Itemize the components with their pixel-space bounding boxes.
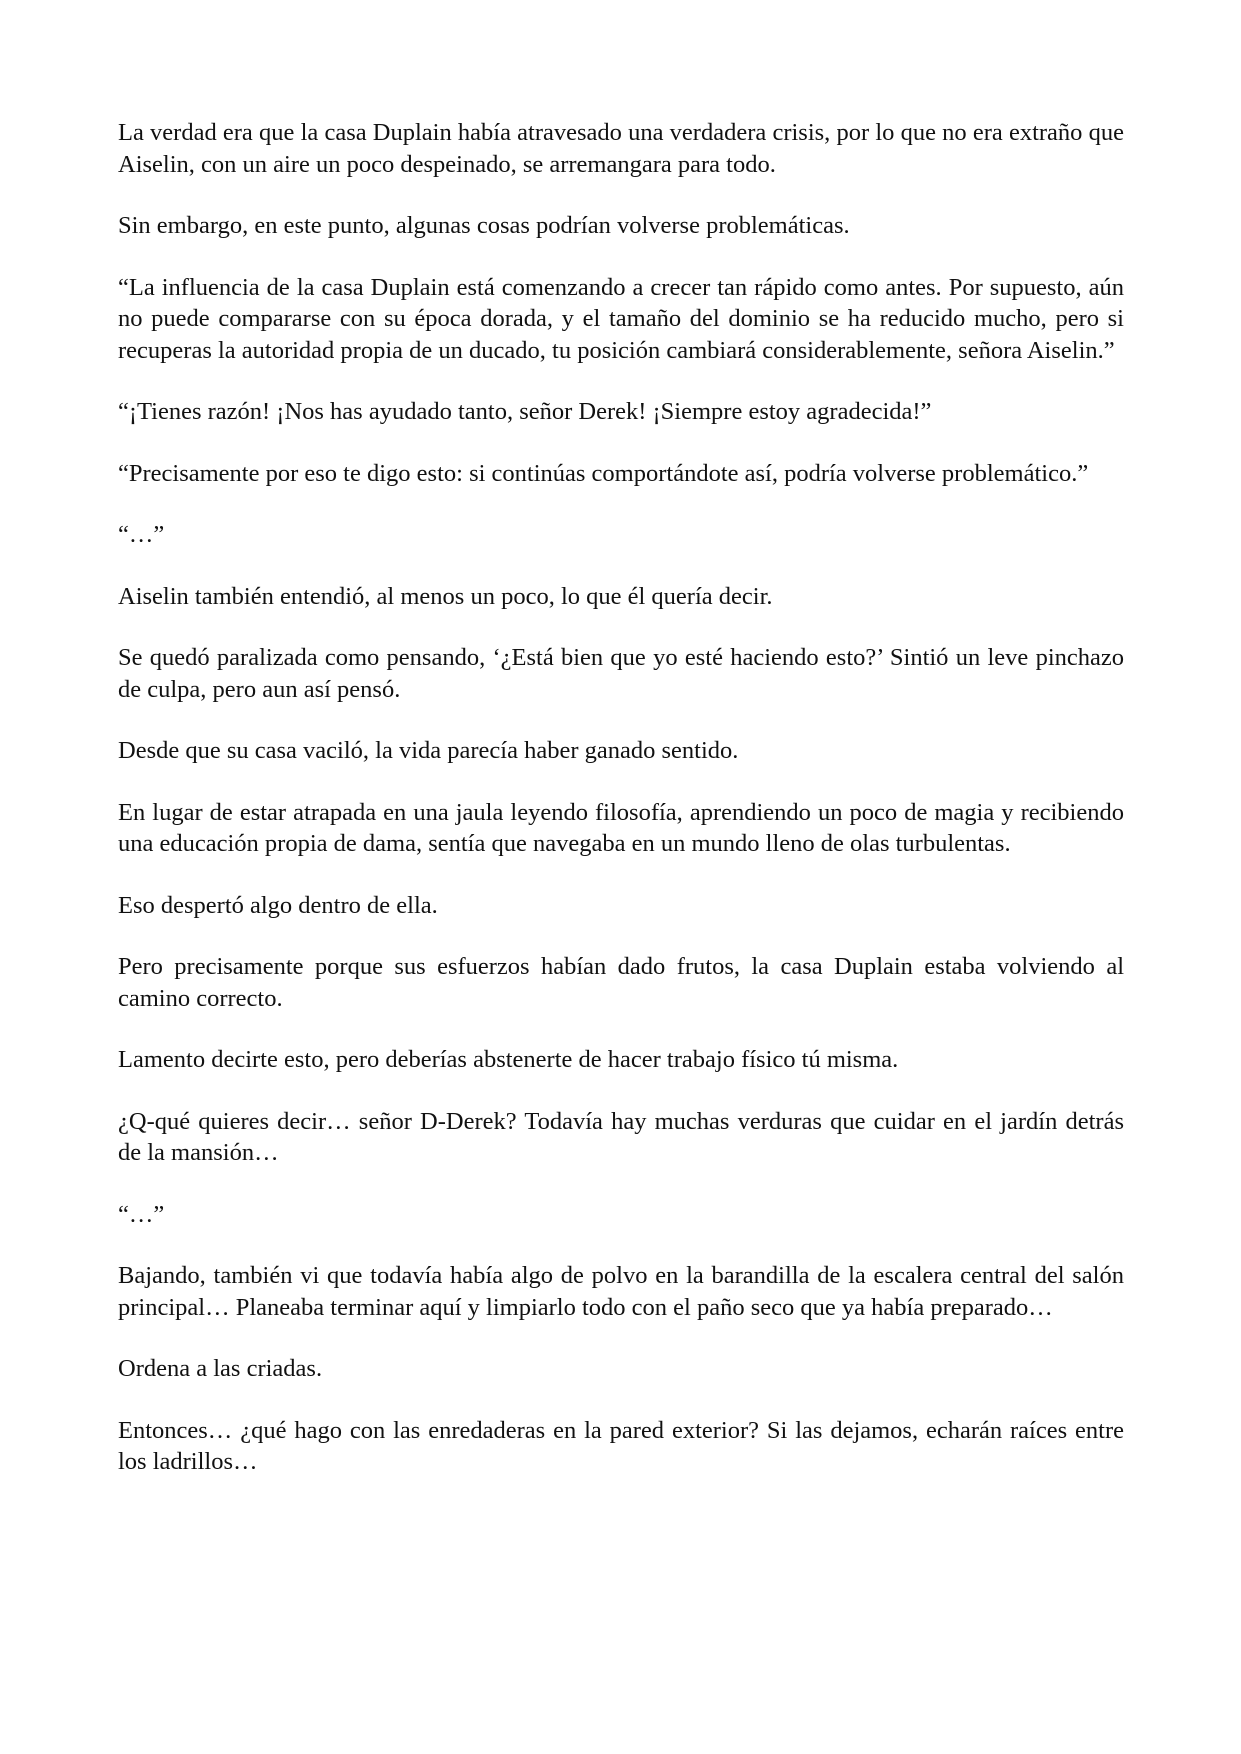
paragraph-6: “…” <box>118 521 165 548</box>
paragraph-17: Ordena a las criadas. <box>118 1355 323 1382</box>
paragraph-13: Lamento decirte esto, pero deberías abstenerte de hacer trabajo físico tú misma. <box>118 1046 899 1073</box>
document-page <box>118 117 1124 1508</box>
paragraph-1: La verdad era que la casa Duplain había atravesado una verdadera crisis, por lo que no era extraño que Aiselin, con un aire un poco despeinado, se arremangara para todo. <box>118 119 1124 178</box>
paragraph-8: Se quedó paralizada como pensando, ‘¿Está bien que yo esté haciendo esto?’ Sintió un leve pinchazo de culpa, pero aun así pensó. <box>118 644 1124 703</box>
paragraph-7: Aiselin también entendió, al menos un poco, lo que él quería decir. <box>118 582 773 610</box>
paragraph-10: En lugar de estar atrapada en una jaula leyendo filosofía, aprendiendo un poco de magia y recibiendo una educación propia de dama, sentía que navegaba en un mundo lleno de olas turbulentas. <box>118 798 1124 857</box>
paragraph-2: Sin embargo, en este punto, algunas cosas podrían volverse problemáticas. <box>118 212 850 239</box>
paragraph-12: Pero precisamente porque sus esfuerzos habían dado frutos, la casa Duplain estaba volviendo al camino correcto. <box>118 953 1124 1012</box>
paragraph-15: “…” <box>118 1200 165 1228</box>
paragraph-11: Eso despertó algo dentro de ella. <box>118 891 438 919</box>
paragraph-3: “La influencia de la casa Duplain está comenzando a crecer tan rápido como antes. Por supuesto, aún no puede compararse con su época dorada, y el tamaño del dominio se ha reducido mucho, pero si recuperas la autoridad propia de un ducado, tu posición cambiará considerablemente, señora Aiselin.” <box>118 273 1124 364</box>
paragraph-4: “¡Tienes razón! ¡Nos has ayudado tanto, señor Derek! ¡Siempre estoy agradecida!” <box>118 398 932 425</box>
paragraph-5: “Precisamente por eso te digo esto: si continúas comportándote así, podría volverse problemático.” <box>118 459 1089 487</box>
paragraph-16: Bajando, también vi que todavía había algo de polvo en la barandilla de la escalera central del salón principal… Planeaba terminar aquí y limpiarlo todo con el paño seco que ya había preparado… <box>118 1262 1124 1321</box>
paragraph-9: Desde que su casa vaciló, la vida parecía haber ganado sentido. <box>118 737 739 764</box>
paragraph-14: ¿Q-qué quieres decir… señor D-Derek? Todavía hay muchas verduras que cuidar en el jardín detrás de la mansión… <box>118 1107 1124 1166</box>
paragraph-18: Entonces… ¿qué hago con las enredaderas en la pared exterior? Si las dejamos, echarán raíces entre los ladrillos… <box>118 1416 1124 1475</box>
